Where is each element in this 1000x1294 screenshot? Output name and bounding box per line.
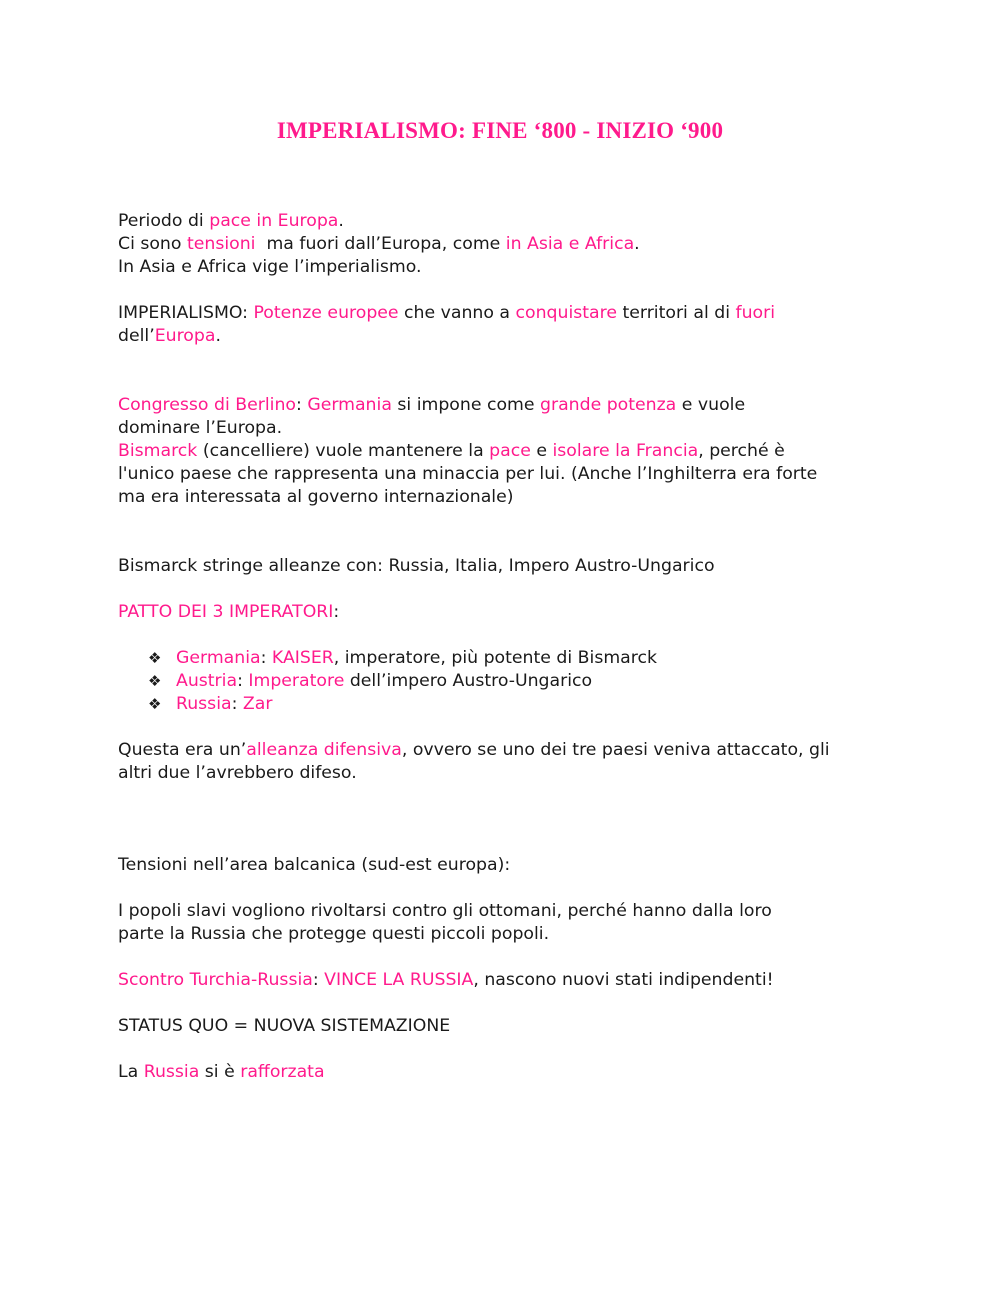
diamond-bullet-icon: ❖ bbox=[148, 649, 162, 667]
highlight-run: Imperatore bbox=[248, 671, 345, 691]
text-run: : bbox=[260, 648, 272, 668]
text-run: che vanno a bbox=[398, 303, 516, 323]
highlight-run: pace in Europa bbox=[209, 211, 339, 231]
text-run: . bbox=[215, 326, 221, 346]
paragraph-line: altri due l’avrebbero difeso. bbox=[118, 763, 357, 783]
highlight-run: Germania bbox=[307, 395, 392, 415]
paragraph-line bbox=[118, 601, 898, 624]
highlight-run: isolare la Francia bbox=[552, 441, 699, 461]
paragraph-line: l'unico paese che rappresenta una minaccia per lui. (Anche l’Inghilterra era forte bbox=[118, 464, 818, 484]
bullet-list bbox=[118, 647, 898, 716]
paragraph-line bbox=[118, 233, 898, 256]
text-run: , ovvero se uno dei tre paesi veniva attaccato, gli bbox=[401, 740, 830, 760]
paragraph-line: parte la Russia che protegge questi piccoli popoli. bbox=[118, 924, 550, 944]
text-run: territori al di bbox=[617, 303, 736, 323]
text-run: : bbox=[333, 602, 340, 622]
text-run: . bbox=[338, 211, 344, 231]
text-run: , perché è bbox=[698, 441, 785, 461]
highlight-run: Zar bbox=[242, 694, 273, 714]
text-run: dell’impero Austro-Ungarico bbox=[344, 671, 593, 691]
text-run: Periodo di bbox=[118, 211, 210, 231]
text-run: IMPERIALISMO: bbox=[118, 303, 254, 323]
highlight-run: Russia bbox=[176, 694, 232, 714]
text-run: La bbox=[118, 1062, 144, 1082]
text-run: e bbox=[530, 441, 553, 461]
text-run: : bbox=[295, 395, 308, 415]
paragraph-line bbox=[118, 210, 898, 233]
highlight-run: Austria bbox=[176, 671, 238, 691]
text-run: , nascono nuovi stati indipendenti! bbox=[473, 970, 774, 990]
highlight-run: Scontro Turchia-Russia bbox=[118, 970, 313, 990]
paragraph-line: I popoli slavi vogliono rivoltarsi contro gli ottomani, perché hanno dalla loro bbox=[118, 901, 772, 921]
text-run: dell’ bbox=[118, 326, 155, 346]
highlight-run: Russia bbox=[143, 1062, 200, 1082]
highlight-run: alleanza difensiva bbox=[246, 740, 402, 760]
list-item bbox=[148, 670, 898, 693]
highlight-run: PATTO DEI 3 IMPERATORI bbox=[118, 602, 334, 622]
text-run: (cancelliere) vuole mantenere la bbox=[197, 441, 490, 461]
text-run: , imperatore, più potente di Bismarck bbox=[333, 648, 657, 668]
text-run: Questa era un’ bbox=[118, 740, 247, 760]
text-run: ma fuori dall’Europa, come bbox=[255, 234, 506, 254]
paragraph-line: STATUS QUO = NUOVA SISTEMAZIONE bbox=[118, 1016, 451, 1036]
highlight-run: conquistare bbox=[515, 303, 617, 323]
highlight-run: grande potenza bbox=[540, 395, 677, 415]
text-run: . bbox=[634, 234, 640, 254]
highlight-run: tensioni bbox=[186, 234, 256, 254]
paragraph-line bbox=[118, 1061, 898, 1084]
paragraph-line bbox=[118, 302, 898, 325]
text-run: si è bbox=[199, 1062, 241, 1082]
text-run: e vuole bbox=[676, 395, 746, 415]
paragraph-line: ma era interessata al governo internazionale) bbox=[118, 487, 514, 507]
paragraph-line bbox=[118, 325, 898, 348]
highlight-run: VINCE LA RUSSIA bbox=[324, 970, 474, 990]
highlight-run: Congresso di Berlino bbox=[118, 395, 296, 415]
paragraph-line bbox=[118, 969, 898, 992]
highlight-run: Europa bbox=[154, 326, 216, 346]
text-run: : bbox=[312, 970, 325, 990]
paragraph-line bbox=[118, 739, 898, 762]
highlight-run: KAISER bbox=[271, 648, 334, 668]
highlight-run: fuori bbox=[735, 303, 776, 323]
text-run: Ci sono bbox=[118, 234, 187, 254]
list-item bbox=[148, 647, 898, 670]
paragraph-line: In Asia e Africa vige l’imperialismo. bbox=[118, 257, 422, 277]
highlight-run: Germania bbox=[176, 648, 261, 668]
document-body bbox=[118, 210, 898, 1084]
paragraph-line: Tensioni nell’area balcanica (sud-est europa): bbox=[118, 855, 511, 875]
diamond-bullet-icon: ❖ bbox=[148, 672, 162, 690]
paragraph-line bbox=[118, 440, 898, 463]
highlight-run: Potenze europee bbox=[253, 303, 399, 323]
list-item bbox=[148, 693, 898, 716]
text-run: : bbox=[231, 694, 243, 714]
highlight-run: in Asia e Africa bbox=[505, 234, 635, 254]
text-run: : bbox=[237, 671, 249, 691]
text-run: si impone come bbox=[391, 395, 540, 415]
paragraph-line: Bismarck stringe alleanze con: Russia, Italia, Impero Austro-Ungarico bbox=[118, 556, 715, 576]
diamond-bullet-icon: ❖ bbox=[148, 695, 162, 713]
paragraph-line bbox=[118, 394, 898, 417]
page-title: IMPERIALISMO: FINE ‘800 - INIZIO ‘900 bbox=[276, 118, 724, 143]
highlight-run: pace bbox=[489, 441, 531, 461]
highlight-run: Bismarck bbox=[118, 441, 198, 461]
paragraph-line: dominare l’Europa. bbox=[118, 418, 283, 438]
highlight-run: rafforzata bbox=[240, 1062, 325, 1082]
